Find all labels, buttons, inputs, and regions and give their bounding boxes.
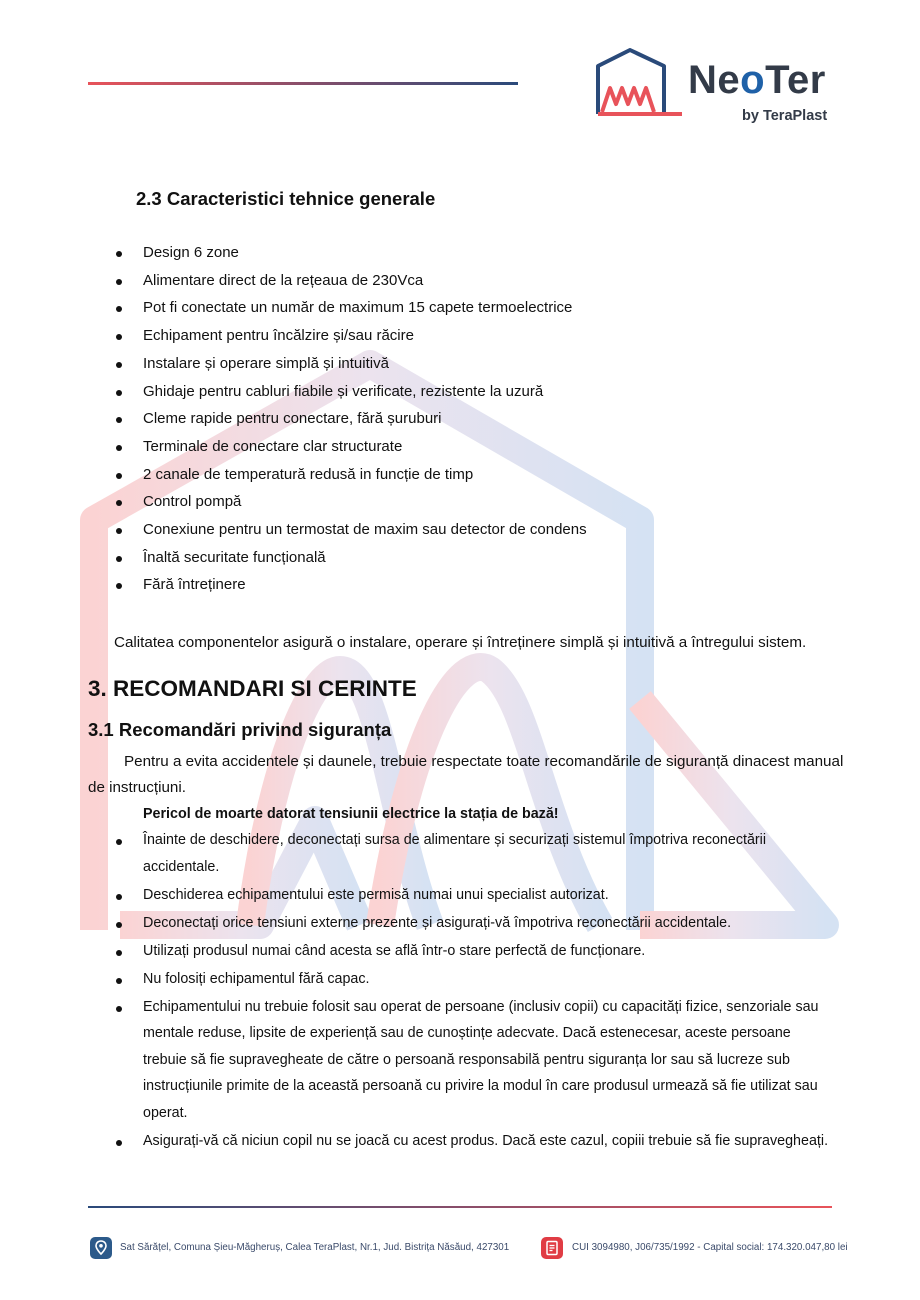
feature-text: Control pompă	[143, 493, 242, 511]
feature-text: Fără întreținere	[143, 576, 246, 594]
bullet-dot	[116, 839, 122, 845]
safety-text: Înainte de deschidere, deconectați sursa de alimentare și securizați sistemul împotriva reconectării	[143, 832, 767, 848]
bullet-dot	[116, 473, 122, 479]
bullet-dot	[116, 556, 122, 562]
brand-subtitle: by TeraPlast	[742, 108, 828, 124]
bullet-dot	[116, 390, 122, 396]
bullet-dot	[116, 922, 122, 928]
bullet-dot	[116, 583, 122, 589]
bullet-dot	[116, 528, 122, 534]
safety-text: Echipamentului nu trebuie folosit sau operat de persoane (inclusiv copii) cu capacități fizice, senzoriale sau	[143, 998, 819, 1015]
bullet-dot	[116, 417, 122, 423]
safety-intro-line-1: Pentru a evita accidentele și daunele, trebuie respectate toate recomandările de siguranță dinacest manual	[124, 753, 844, 770]
safety-intro-line-2: de instrucțiuni.	[88, 779, 186, 796]
bullet-dot	[116, 251, 122, 257]
brand-name: NeoTer	[688, 58, 826, 102]
document-icon	[541, 1237, 563, 1259]
bullet-dot	[116, 334, 122, 340]
section-2-3-title: 2.3 Caracteristici tehnice generale	[136, 188, 436, 209]
safety-text: accidentale.	[143, 858, 220, 875]
bullet-dot	[116, 306, 122, 312]
safety-text: mentale reduse, lipsite de experiență sau de cunoștințe adecvate. Dacă estenecesar, aceste persoane	[143, 1025, 791, 1041]
safety-text: Deconectați orice tensiuni externe prezente și asigurați-vă împotriva reconectării accidentale.	[143, 914, 732, 931]
bullet-dot	[116, 1006, 122, 1012]
safety-text: operat.	[143, 1104, 188, 1121]
feature-text: Design 6 zone	[143, 244, 239, 261]
safety-text: Nu folosiți echipamentul fără capac.	[143, 970, 370, 987]
bullet-dot	[116, 978, 122, 984]
safety-text: Utilizați produsul numai când acesta se află într-o stare perfectă de funcționare.	[143, 942, 646, 959]
bullet-dot	[116, 445, 122, 451]
bullet-dot	[116, 950, 122, 956]
feature-text: Echipament pentru încălzire și/sau răcire	[143, 327, 414, 345]
bullet-dot	[116, 500, 122, 506]
section-3-title: 3. RECOMANDARI SI CERINTE	[88, 676, 417, 701]
safety-text: Asigurați-vă că niciun copil nu se joacă cu acest produs. Dacă este cazul, copiii trebuie să fie supravegheați.	[143, 1132, 829, 1149]
quality-paragraph: Calitatea componentelor asigură o instalare, operare și întreținere simplă și intuitivă a întregului sistem.	[114, 634, 807, 651]
footer-legal: CUI 3094980, J06/735/1992 - Capital social: 174.320.047,80 lei	[572, 1242, 848, 1253]
section-3-1-title: 3.1 Recomandări privind siguranța	[88, 719, 392, 740]
bullet-dot	[116, 362, 122, 368]
feature-text: Pot fi conectate un număr de maximum 15 capete termoelectrice	[143, 299, 573, 317]
bullet-dot	[116, 894, 122, 900]
feature-text: Înaltă securitate funcțională	[143, 548, 326, 566]
feature-text: 2 canale de temperatură redusă in funcție de timp	[143, 465, 474, 483]
danger-warning: Pericol de moarte datorat tensiunii electrice la stația de bază!	[143, 806, 559, 822]
feature-text: Alimentare direct de la rețeaua de 230Vca	[143, 271, 424, 289]
feature-text: Ghidaje pentru cabluri fiabile și verificate, rezistente la uzură	[143, 382, 544, 400]
header-divider	[88, 82, 518, 85]
location-pin-icon	[90, 1237, 112, 1259]
footer-divider	[88, 1206, 832, 1208]
footer-address: Sat Sărățel, Comuna Șieu-Măgheruș, Calea TeraPlast, Nr.1, Jud. Bistrița Năsăud, 427301	[120, 1242, 510, 1253]
feature-text: Cleme rapide pentru conectare, fără șuruburi	[143, 410, 442, 428]
bullet-dot	[116, 1140, 122, 1146]
safety-text: instrucțiunile primite de la această persoană cu privire la modul în care produsul urmează să fie utilizat sau	[143, 1078, 818, 1094]
feature-text: Instalare și operare simplă și intuitivă	[143, 354, 389, 372]
safety-text: trebuie să fie supravegheate de către o persoană responsabilă pentru siguranța lor sau să lucreze sub	[143, 1051, 790, 1068]
safety-text: Deschiderea echipamentului este permisă numai unui specialist autorizat.	[143, 886, 609, 903]
feature-text: Terminale de conectare clar structurate	[143, 437, 403, 455]
bullet-dot	[116, 279, 122, 285]
feature-text: Conexiune pentru un termostat de maxim sau detector de condens	[143, 521, 587, 538]
